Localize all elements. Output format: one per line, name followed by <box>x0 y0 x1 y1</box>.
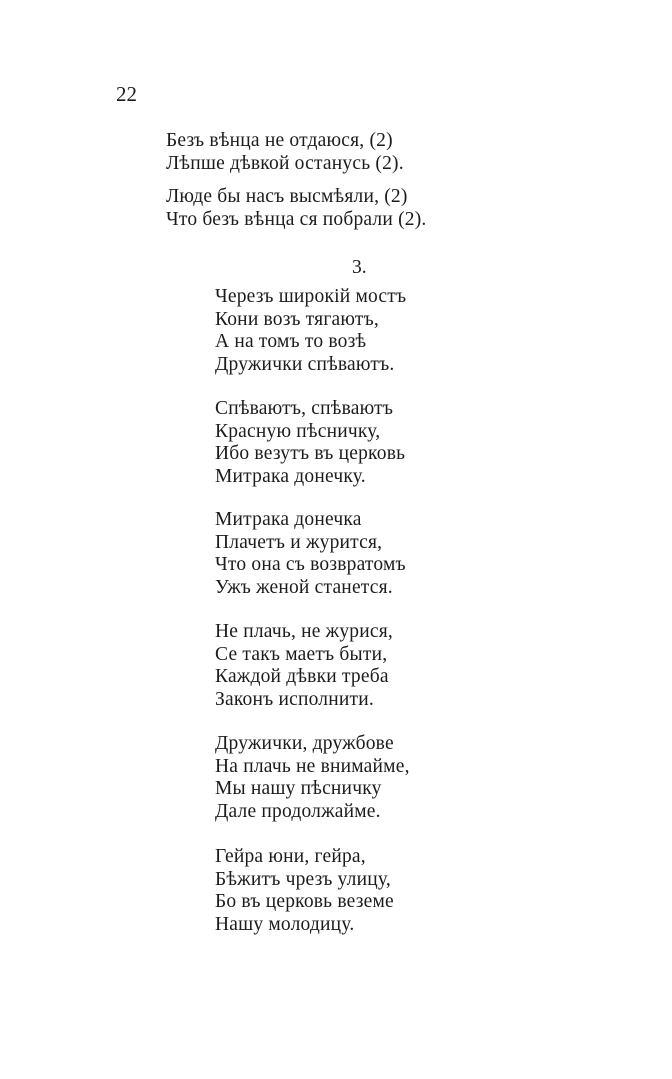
verse-line: Се такъ маетъ быти, <box>215 643 388 665</box>
page-number: 22 <box>116 82 137 106</box>
intro-stanza-2 <box>166 186 426 231</box>
verse-line: Мы нашу пѣсничку <box>215 778 382 800</box>
verse-line: Красную пѣсничку, <box>215 420 381 442</box>
verse-line: Лѣпше дѣвкой останусь (2). <box>166 152 404 174</box>
verse-line: Черезъ широкій мостъ <box>215 286 407 307</box>
verse-line: Митрака донечку. <box>215 466 366 488</box>
verse-line: Бѣжитъ чрезъ улицу, <box>215 868 391 890</box>
verse-line: Что она съ возвратомъ <box>215 554 406 576</box>
verse-line: Каждой дѣвки треба <box>215 666 389 688</box>
verse-line: Кони возъ тягаютъ, <box>215 308 379 330</box>
verse-line: Дале продолжайме. <box>215 801 381 823</box>
verse-line: А на томъ то возѣ <box>215 331 367 353</box>
verse-line: Дружички, дружбове <box>215 733 394 754</box>
verse-line: Не плачь, не журися, <box>215 621 393 642</box>
song-stanza-5 <box>215 733 410 824</box>
verse-line: Плачетъ и журится, <box>215 531 383 553</box>
song-stanza-2 <box>215 398 405 489</box>
verse-line: Безъ вѣнца не отдаюся, (2) <box>166 130 393 151</box>
verse-line: Нашу молодицу. <box>215 914 355 936</box>
verse-line: Спѣваютъ, спѣваютъ <box>215 398 394 419</box>
section-number: 3. <box>352 257 367 278</box>
intro-stanza-1 <box>166 130 404 175</box>
verse-line: Что безъ вѣнца ся побрали (2). <box>166 208 427 230</box>
verse-line: Гейра юни, гейра, <box>215 846 366 867</box>
verse-line: Законъ исполнити. <box>215 689 374 711</box>
verse-line: Дружички спѣваютъ. <box>215 354 395 376</box>
song-stanza-1 <box>215 286 406 377</box>
verse-line: Ибо везутъ въ церковь <box>215 443 406 465</box>
verse-line: Ужъ женой станется. <box>215 577 393 599</box>
song-stanza-4 <box>215 621 393 712</box>
verse-line: На плачь не внимайме, <box>215 755 410 777</box>
verse-line: Митрака донечка <box>215 509 362 530</box>
song-stanza-3 <box>215 509 406 600</box>
song-stanza-6 <box>215 846 394 937</box>
verse-line: Бо въ церковь веземе <box>215 891 394 913</box>
verse-line: Люде бы насъ высмѣяли, (2) <box>166 186 408 207</box>
